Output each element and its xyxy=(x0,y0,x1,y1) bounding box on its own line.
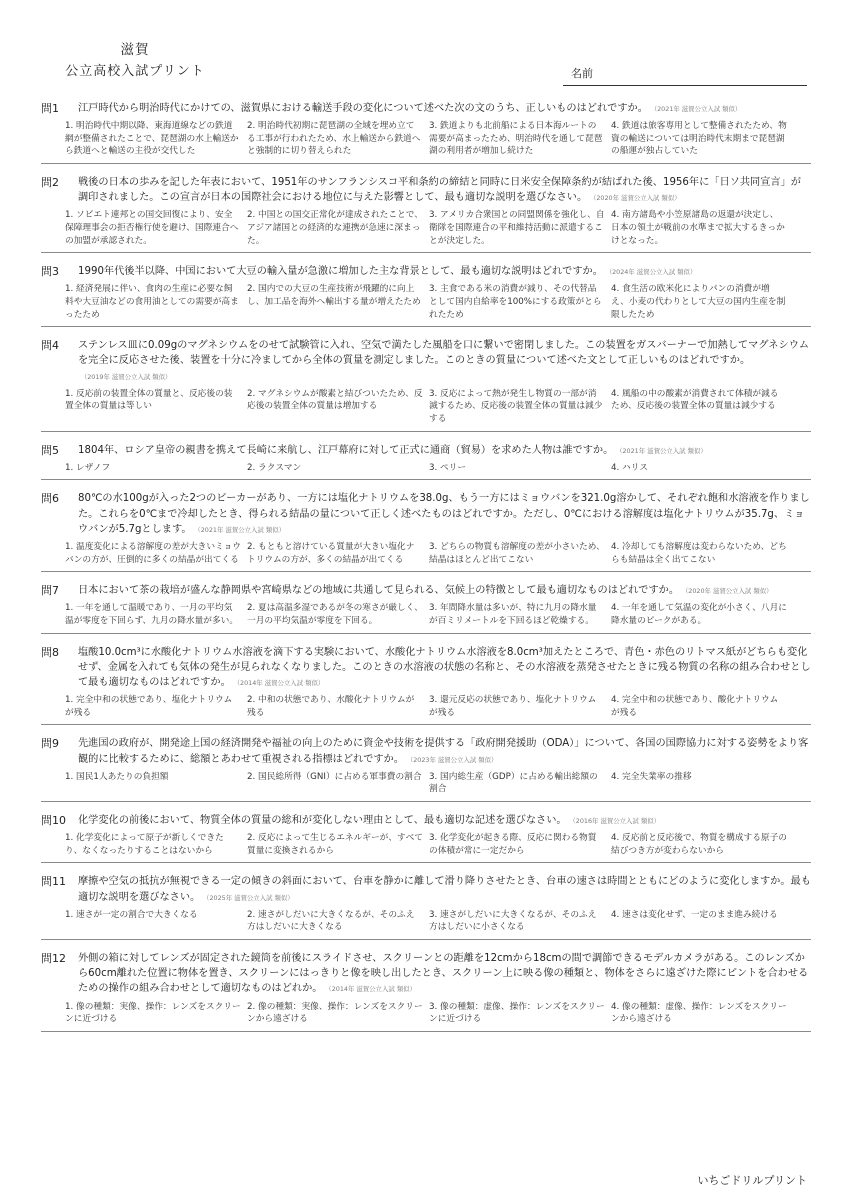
question-text: 摩擦や空気の抵抗が無視できる一定の傾きの斜面において、台車を静かに離して滑り降りさせたとき、台車の速さは時間とともにどのように変化しますか。最も適切な説明を選びなさい。 xyxy=(78,876,811,903)
choice-list xyxy=(65,541,811,566)
choice-list xyxy=(65,771,811,796)
choice-list xyxy=(65,283,811,321)
question-text-wrap xyxy=(78,736,811,767)
answer-choice[interactable]: 4. ハリス xyxy=(611,462,648,473)
answer-choice[interactable]: 3. 年間降水量は多いが、特に九月の降水量が百ミリメートルを下回るほど乾燥する。 xyxy=(429,603,597,626)
choice-list xyxy=(65,909,811,934)
question-block xyxy=(41,874,811,940)
question-block xyxy=(41,813,811,863)
answer-choice[interactable]: 2. 明治時代初期に琵琶湖の全域を埋め立てる工事が行われたため、水上輸送から鉄道へと強制的に切り替えられた xyxy=(247,121,421,157)
question-text: 塩酸10.0cm³に水酸化ナトリウム水溶液を滴下する実験において、水酸化ナトリウム水溶液を8.0cm³加えたところで、青色・赤色のリトマス紙がどちらも変化せず、金属を入れても気体の発生が見られなくなりました。このときの水溶液の状態の名称と、その水溶液を蒸発させたときに残る物質の名称の組み合わせとして最も適切なものはどれですか。 xyxy=(78,646,811,688)
question-number: 問3 xyxy=(41,265,59,279)
answer-choice[interactable]: 4. 完全中和の状態であり、酸化ナトリウムが残る xyxy=(611,695,779,718)
question-source: （2014年 滋賀公立入試 類似） xyxy=(328,985,416,994)
answer-choice[interactable]: 2. 国内での大豆の生産技術が飛躍的に向上し、加工品を海外へ輸出する量が増えたため xyxy=(247,284,421,307)
answer-choice[interactable]: 4. 風船の中の酸素が消費されて体積が減るため、反応後の装置全体の質量は減少する xyxy=(611,388,779,412)
question-header xyxy=(41,101,811,117)
question-header xyxy=(41,338,811,385)
question-block xyxy=(41,951,811,1032)
question-text: 1990年代後半以降、中国において大豆の輸入量が急激に増加した主な背景として、最も適切な説明はどれですか。 xyxy=(78,266,603,278)
question-number: 問9 xyxy=(41,737,59,751)
question-source: （2024年 滋賀公立入試 類似） xyxy=(608,268,697,277)
question-block xyxy=(41,443,811,481)
question-number: 問2 xyxy=(41,175,59,189)
question-number: 問11 xyxy=(41,875,66,889)
name-field[interactable] xyxy=(563,64,807,86)
question-source: （2020年 滋賀公立入試 類似） xyxy=(685,587,773,596)
choice-list xyxy=(65,602,811,627)
question-block xyxy=(41,101,811,164)
question-block xyxy=(41,264,811,327)
answer-choice[interactable]: 3. 主食である米の消費が減り、その代替品として国内自給率を100%にする政策がとられたため xyxy=(429,284,602,320)
answer-choice[interactable]: 1. 経済発展に伴い、食肉の生産に必要な飼料や大豆油などの食用油としての需要が高まったため xyxy=(65,284,239,320)
answer-choice[interactable]: 3. 還元反応の状態であり、塩化ナトリウムが残る xyxy=(429,695,597,718)
answer-choice[interactable]: 4. 鉄道は旅客専用として整備されたため、物資の輸送については明治時代末期まで琵琶湖の船運が独占していた xyxy=(611,121,787,157)
question-block xyxy=(41,338,811,431)
answer-choice[interactable]: 3. 反応によって熱が発生し物質の一部が消滅するため、反応後の装置全体の質量は減少する xyxy=(429,388,603,424)
question-header xyxy=(41,736,811,767)
question-text: 戦後の日本の歩みを記した年表において、1951年のサンフランシスコ平和条約の締結と同時に日米安全保障条約が結ばれた後、1956年に「日ソ共同宣言」が調印されました。この宣言が日本の国際社会における地位に与えた影響として、最も適切な説明を選びなさい。 xyxy=(78,176,801,204)
question-header xyxy=(41,645,811,692)
choice-list xyxy=(65,832,811,857)
choice-list xyxy=(65,209,811,247)
question-text-wrap xyxy=(78,443,811,459)
answer-choice[interactable]: 1. 国民1人あたりの負担額 xyxy=(65,771,169,782)
question-text-wrap xyxy=(78,491,811,538)
page-title: 公立高校入試プリント xyxy=(65,64,205,79)
question-text: 80℃の水100gが入った2つのビーカーがあり、一方には塩化ナトリウムを38.0g、もう一方にはミョウバンを321.0g溶かして、それぞれ飽和水溶液を作りました。これらを0℃まで冷却したとき、得られる結晶の量について正しく述べたものはどれですか。ただし、0℃における溶解度は塩化ナトリウムが35.7g、ミョウバンが5.7gとします。 xyxy=(78,493,810,535)
question-source: （2021年 滋賀公立入試 類似） xyxy=(197,525,285,534)
answer-choice[interactable]: 4. 反応前と反応後で、物質を構成する原子の結びつき方が変わらないから xyxy=(611,833,787,856)
prefecture-title: 滋賀 xyxy=(120,42,150,58)
answer-choice[interactable]: 1. 明治時代中期以降、東海道線などの鉄道網が整備されたことで、琵琶湖の水上輸送から鉄道へと輸送の主役が交代した xyxy=(65,121,239,157)
choice-list xyxy=(65,120,811,158)
answer-choice[interactable]: 1. 反応前の装置全体の質量と、反応後の装置全体の質量は等しい xyxy=(65,388,233,412)
question-number: 問6 xyxy=(41,492,59,506)
question-number: 問5 xyxy=(41,443,59,457)
answer-choice[interactable]: 4. 像の種類：虚像、操作：レンズをスクリーンから遠ざける xyxy=(611,1001,787,1025)
answer-choice[interactable]: 3. 国内総生産（GDP）に占める輸出総額の割合 xyxy=(429,771,598,795)
question-block xyxy=(41,583,811,633)
answer-choice[interactable]: 3. アメリカ合衆国との同盟関係を強化し、自衛隊を国際連合の平和維持活動に派遣することが決定した。 xyxy=(429,210,605,246)
question-text-wrap xyxy=(78,874,811,905)
answer-choice[interactable]: 4. 速さは変化せず、一定のまま進み続ける xyxy=(611,909,778,920)
answer-choice[interactable]: 3. 像の種類：虚像、操作：レンズをスクリーンに近づける xyxy=(429,1001,605,1025)
question-text: 先進国の政府が、開発途上国の経済開発や福祉の向上のために資金や技術を提供する「政府開発援助（ODA）」について、各国の国際協力に対する姿勢をより客観的に比較するために、総額とあわせて重視される指標はどれですか。 xyxy=(78,738,809,765)
answer-choice[interactable]: 3. 化学変化が起きる際、反応に関わる物質の体積が常に一定だから xyxy=(429,833,597,856)
page-header xyxy=(0,0,848,96)
answer-choice[interactable]: 1. レザノフ xyxy=(65,462,111,473)
answer-choice[interactable]: 4. 冷却しても溶解度は変わらないため、どちらも結晶は全く出てこない xyxy=(611,541,787,565)
question-source: （2025年 滋賀公立入試 類似） xyxy=(206,893,294,902)
answer-choice[interactable]: 2. 像の種類：実像、操作：レンズをスクリーンから遠ざける xyxy=(247,1001,423,1025)
question-text: 1804年、ロシア皇帝の親書を携えて長崎に来航し、江戸幕府に対して正式に通商（貿易）を求めた人物は誰ですか。 xyxy=(78,444,614,456)
question-header xyxy=(41,491,811,538)
choice-list xyxy=(65,388,811,426)
question-source: （2021年 滋賀公立入試 類似） xyxy=(653,105,742,113)
name-label: 名前 xyxy=(571,67,593,80)
answer-choice[interactable]: 2. 速さがしだいに大きくなるが、そのふえ方はしだいに大きくなる xyxy=(247,909,415,933)
answer-choice[interactable]: 3. 速さがしだいに大きくなるが、そのふえ方はしだいに小さくなる xyxy=(429,909,597,933)
question-number: 問10 xyxy=(41,813,66,827)
answer-choice[interactable]: 1. 温度変化による溶解度の差が大きいミョウバンの方が、圧倒的に多くの結晶が出てくる xyxy=(65,541,241,565)
question-header xyxy=(41,583,811,599)
question-header xyxy=(41,813,811,829)
question-text: 化学変化の前後において、物質全体の質量の総和が変化しない理由として、最も適切な記述を選びなさい。 xyxy=(78,814,567,826)
question-list xyxy=(41,101,811,1043)
question-text-wrap xyxy=(78,813,811,829)
question-source: （2023年 滋賀公立入試 類似） xyxy=(410,755,498,764)
answer-choice[interactable]: 2. ラクスマン xyxy=(247,462,302,473)
question-text-wrap xyxy=(78,264,811,280)
question-source: （2020年 滋賀公立入試 類似） xyxy=(593,194,681,203)
answer-choice[interactable]: 2. 夏は高温多湿であるが冬の寒さが厳しく、一月の平均気温が零度を下回る。 xyxy=(247,603,423,626)
question-number: 問7 xyxy=(41,584,59,598)
question-text-wrap xyxy=(78,175,811,206)
question-block xyxy=(41,491,811,572)
question-block xyxy=(41,736,811,802)
question-text: 外側の箱に対してレンズが固定された鏡筒を前後にスライドさせ、スクリーンとの距離を12cmから18cmの間で調節できるモデルカメラがある。このレンズから60cm離れた位置に物体を置き、スクリーンにはっきりと像を映し出したとき、スクリーン上に映る像の種類と、物体をさらに遠ざけた際にピントを合わせるための操作の組み合わせとして適切なものはどれか。 xyxy=(78,952,809,995)
question-text: 江戸時代から明治時代にかけての、滋賀県における輸送手段の変化について述べた次の文のうち、正しいものはどれですか。 xyxy=(78,103,648,114)
answer-choice[interactable]: 1. 完全中和の状態であり、塩化ナトリウムが残る xyxy=(65,695,233,718)
question-header xyxy=(41,951,811,998)
question-text-wrap xyxy=(78,338,811,385)
answer-choice[interactable]: 2. 国民総所得（GNI）に占める軍事費の割合 xyxy=(247,771,422,782)
choice-list xyxy=(65,1001,811,1026)
answer-choice[interactable]: 3. ペリー xyxy=(429,462,467,473)
answer-choice[interactable]: 4. 食生活の欧米化によりパンの消費が増え、小麦の代わりとして大豆の国内生産を制限したため xyxy=(611,284,786,320)
question-text-wrap xyxy=(78,951,811,998)
answer-choice[interactable]: 1. 化学変化によって原子が新しくできたり、なくなったりすることはないから xyxy=(65,833,224,856)
answer-choice[interactable]: 4. 完全失業率の推移 xyxy=(611,771,692,782)
question-header xyxy=(41,175,811,206)
answer-choice[interactable]: 2. マグネシウムが酸素と結びついたため、反応後の装置全体の質量は増加する xyxy=(247,388,423,412)
question-number: 問4 xyxy=(41,339,59,353)
choice-list xyxy=(65,462,811,475)
answer-choice[interactable]: 2. 反応によって生じるエネルギーが、すべて質量に変換されるから xyxy=(247,833,423,856)
answer-choice[interactable]: 1. 一年を通して温暖であり、一月の平均気温が零度を下回らず、九月の降水量が多い。 xyxy=(65,603,239,626)
question-header xyxy=(41,443,811,459)
answer-choice[interactable]: 3. どちらの物質も溶解度の差が小さいため、結晶はほとんど出てこない xyxy=(429,541,605,565)
answer-choice[interactable]: 1. ソビエト連邦との国交回復により、安全保障理事会の拒否権行使を避け、国際連合への加盟が承認された。 xyxy=(65,210,239,246)
question-number: 問8 xyxy=(41,645,59,659)
answer-choice[interactable]: 3. 鉄道よりも北前船による日本海ルートの需要が高まったため、明治時代を通して琵琶湖の利用者が増加し続けた xyxy=(429,121,603,157)
question-text-wrap xyxy=(78,645,811,692)
question-number: 問12 xyxy=(41,951,66,965)
question-text: ステンレス皿に0.09gのマグネシウムをのせて試験管に入れ、空気で満たした風船を口に繋いで密閉しました。この装置をガスバーナーで加熱してマグネシウムを完全に反応させた後、装置を十分に冷ましてから全体の質量を測定しました。このときの質量について述べた文として正しいものはどれですか。 xyxy=(78,340,810,367)
question-header xyxy=(41,874,811,905)
choice-list xyxy=(65,694,811,719)
question-source: （2019年 滋賀公立入試 類似） xyxy=(84,372,172,381)
question-text-wrap xyxy=(78,583,811,599)
question-text-wrap xyxy=(78,101,811,117)
question-text: 日本において茶の栽培が盛んな静岡県や宮崎県などの地域に共通して見られる、気候上の特徴として最も適切なものはどれですか。 xyxy=(78,585,680,597)
answer-choice[interactable]: 1. 像の種類：実像、操作：レンズをスクリーンに近づける xyxy=(65,1001,241,1025)
question-number: 問1 xyxy=(41,102,59,115)
question-source: （2014年 滋賀公立入試 類似） xyxy=(236,678,325,687)
answer-choice[interactable]: 4. 南方諸島や小笠原諸島の返還が決定し、日本の領土が戦前の水準まで拡大するきっかけとなった。 xyxy=(611,210,785,246)
question-block xyxy=(41,175,811,253)
question-source: （2016年 滋賀公立入試 類似） xyxy=(572,816,661,825)
question-header xyxy=(41,264,811,280)
answer-choice[interactable]: 1. 速さが一定の割合で大きくなる xyxy=(65,909,198,920)
question-source: （2021年 滋賀公立入試 類似） xyxy=(619,446,707,455)
answer-choice[interactable]: 2. 中国との国交正常化が達成されたことで、アジア諸国との経済的な連携が急速に深まった。 xyxy=(247,210,423,246)
question-block xyxy=(41,645,811,726)
answer-choice[interactable]: 4. 一年を通して気温の変化が小さく、八月に降水量のピークがある。 xyxy=(611,603,787,626)
answer-choice[interactable]: 2. 中和の状態であり、水酸化ナトリウムが残る xyxy=(247,695,415,718)
footer-brand: いちごドリルプリント xyxy=(697,1174,807,1187)
answer-choice[interactable]: 2. もともと溶けている質量が大きい塩化ナトリウムの方が、多くの結晶が出てくる xyxy=(247,541,415,565)
